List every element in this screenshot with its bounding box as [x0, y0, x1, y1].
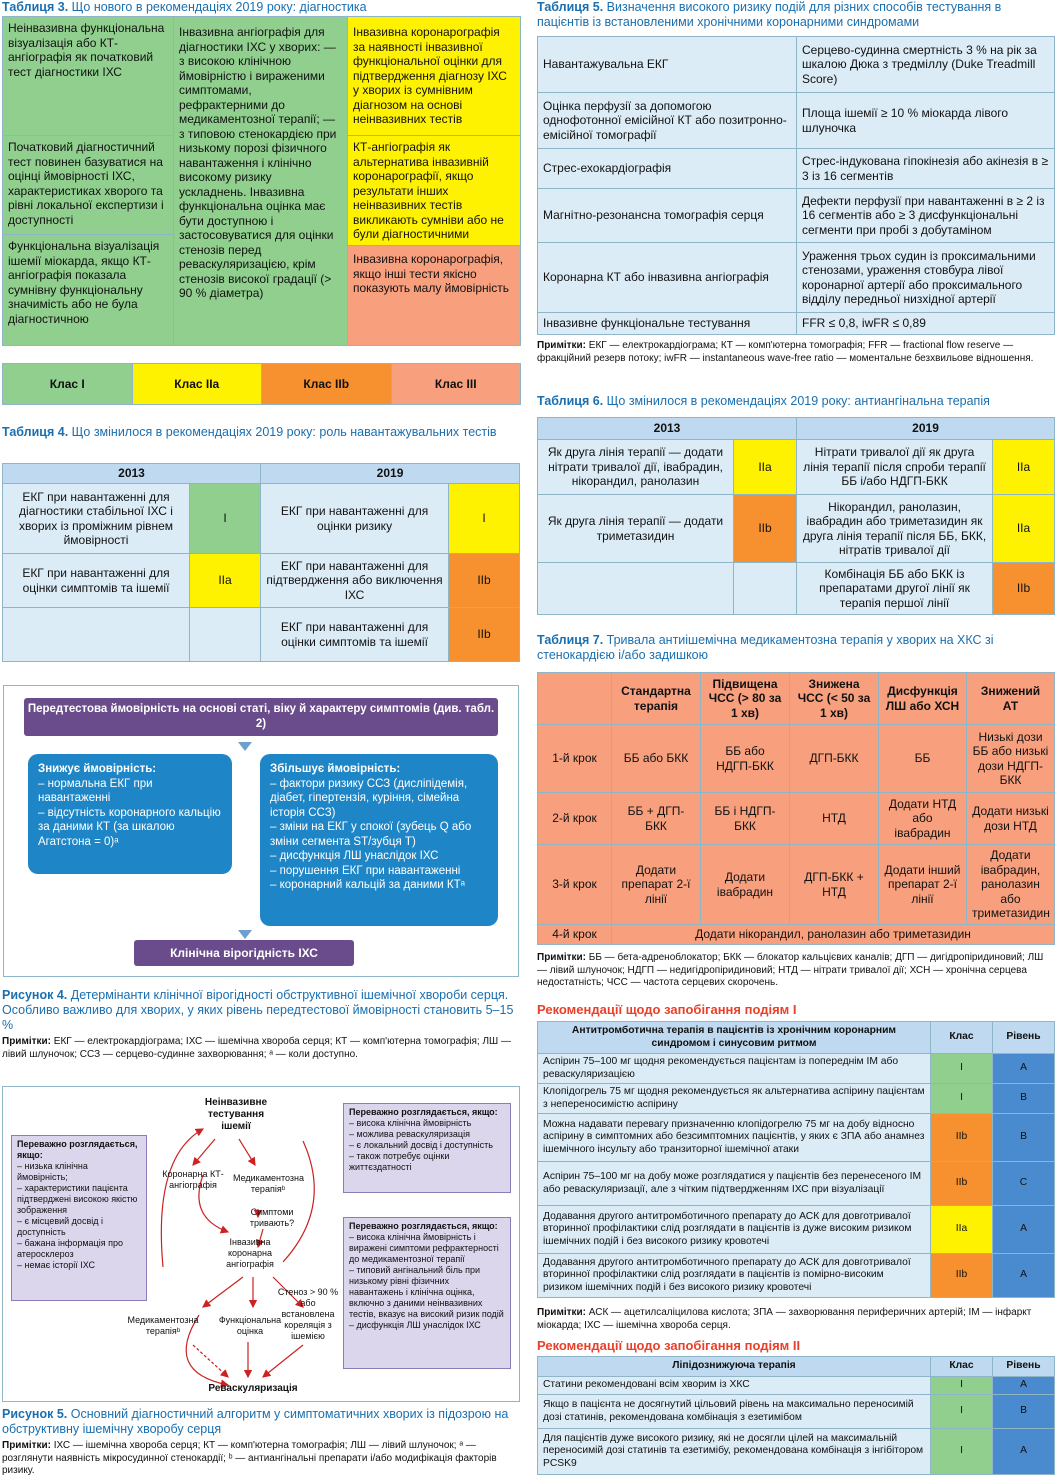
- table6-cell: Комбінація ББ або БКК із препаратами другої лінії як терапія першої лінії: [797, 563, 993, 615]
- rec2-class: I: [931, 1377, 993, 1395]
- box-title: Переважно розглядається, якщо:: [349, 1107, 498, 1117]
- recommendations-i-notes: Примітки: АСК — ацетилсаліцилова кислота; ЗПА — захворювання периферичних артерій; ІМ — інфаркт міокарда; ІХС — ішемічна хвороба серця.: [537, 1307, 1032, 1331]
- table7-cell: ДГП-БКК + НТД: [790, 845, 879, 925]
- table3-cell: Інвазивна коронарографія, якщо інші тести якісно показують малу ймовірність: [348, 246, 520, 345]
- rec1-class: IIb: [931, 1254, 993, 1298]
- box-title: Переважно розглядається, якщо:: [17, 1139, 138, 1160]
- table5-method: Магнітно-резонансна томографія серця: [538, 189, 797, 243]
- table5: [537, 36, 1055, 335]
- table4: [2, 463, 520, 662]
- table5-notes: Примітки: ЕКГ — електрокардіограма; КТ — комп'ютерна томографія; FFR — fractional flow reserve — фракційний резерв потоку; iwFR — instantaneous wave-free ratio — моментальне безхвильове відношення.: [537, 340, 1034, 364]
- table5-criterion: Стрес-індукована гіпокінезія або акінезія в ≥ 3 із 16 сегментів: [797, 149, 1055, 189]
- table7-header: Дисфункція ЛШ або ХСН: [879, 673, 967, 725]
- table4-header-2013: 2013: [3, 464, 261, 484]
- box-item: – є місцевий досвід і доступність: [17, 1216, 103, 1237]
- table3-caption: Таблиця 3. Що нового в рекомендаціях 2019 року: діагностика: [2, 0, 367, 14]
- figure5-caption: Рисунок 5. Основний діагностичний алгоритм у симптоматичних хворих із підозрою на обструктивну ішемічну хворобу серця: [2, 1407, 509, 1436]
- table7-cell: Додати івабрадин: [701, 845, 790, 925]
- node-coronary-cta: Коронарна КТ-ангіографія: [162, 1169, 224, 1190]
- rec2-level: A: [993, 1377, 1055, 1395]
- rec1-level: A: [993, 1254, 1055, 1298]
- table7-cell: ББ або БКК: [612, 725, 701, 793]
- node-medical-therapy: Медикаментозна терапіяᵇ: [233, 1173, 305, 1194]
- table7-header: Стандартна терапія: [612, 673, 701, 725]
- rec1-level: B: [993, 1084, 1055, 1114]
- rec2-text: Статини рекомендовані всім хворим із ХКС: [538, 1377, 931, 1395]
- table5-method: Коронарна КТ або інвазивна ангіографія: [538, 243, 797, 313]
- table7-cell: Низькі дози ББ або низькі дози НДГП-БКК: [967, 725, 1055, 793]
- table4-class: I: [449, 484, 520, 554]
- table3-cell: Функціональна візуалізація ішемії міокарда, якщо КТ-ангіографія показала сумнівну функціональну значимість або не була діагностичною: [3, 235, 174, 345]
- table3-cell: КТ-ангіографія як альтернатива інвазивній коронарографії, якщо результати інших неінвазивних тестів викликають сумніви або не були діагностичними: [348, 136, 520, 246]
- clinical-likelihood-box: Клінічна вірогідність ІХС: [134, 940, 354, 966]
- rec1-class: IIa: [931, 1206, 993, 1254]
- figure5: [2, 1086, 520, 1402]
- legend-class-iii: Клас III: [392, 364, 521, 404]
- table3-cell: Початковий діагностичний тест повинен базуватися на оцінці ймовірності ІХС, характеристиках хворого та рівні локальної експертизи і доступності: [3, 136, 174, 235]
- table6-cell: Нікорандил, ранолазин, івабрадин або триметазидин як друга лінія терапії після ББ, БКК, нітратів тривалої дії: [797, 495, 993, 563]
- rec1-header-class: Клас: [931, 1022, 993, 1054]
- box-item: – висока клінічна ймовірність: [349, 1118, 472, 1128]
- node-medical-therapy-2: Медикаментозна терапіяᵇ: [127, 1315, 199, 1336]
- table7-header: [538, 673, 612, 725]
- table4-class: [190, 608, 261, 662]
- table6-class: IIa: [993, 440, 1055, 495]
- increases-item: – коронарний кальцій за даними КТᵃ: [270, 879, 465, 891]
- decreases-item: – нормальна ЕКГ при навантаженні: [38, 777, 153, 804]
- table6-class: IIa: [734, 440, 797, 495]
- table7-cell: Додати препарат 2-ї лінії: [612, 845, 701, 925]
- table5-criterion: Площа ішемії ≥ 10 % міокарда лівого шлуночка: [797, 93, 1055, 149]
- box-item: – висока клінічна ймовірність і виражені симптоми рефрактерності до медикаментозної терапії: [349, 1232, 499, 1264]
- table7-cell: НТД: [790, 793, 879, 845]
- rec1-text: Додавання другого антитромботичного препарату до АСК для довготривалої вторинної профілактики слід розглядати в пацієнтів із дуже високим ризиком ішемічних подій і без високого ризику кровотечі: [538, 1206, 931, 1254]
- pretest-probability-box: Передтестова ймовірність на основі статі, віку й характеру симптомів (див. табл. 2): [24, 698, 498, 736]
- table7-cell: ББ або НДГП-БКК: [701, 725, 790, 793]
- rec2-header-level: Рівень: [993, 1357, 1055, 1377]
- table6-class: IIa: [993, 495, 1055, 563]
- table7-cell: ДГП-БКК: [790, 725, 879, 793]
- table4-caption: Таблиця 4. Що змінилося в рекомендаціях 2019 року: роль навантажувальних тестів: [2, 425, 497, 439]
- class-legend: [2, 363, 521, 405]
- box-item: – також потребує оцінки життєздатності: [349, 1151, 450, 1172]
- rec1-text: Додавання другого антитромботичного препарату до АСК для довготривалої вторинної профілактики слід розглядати в пацієнтів із помірно-високим ризиком ішемічних подій і без високого ризику кровотечі: [538, 1254, 931, 1298]
- rec1-class: I: [931, 1054, 993, 1084]
- table3: [2, 16, 521, 346]
- table6-class: IIb: [734, 495, 797, 563]
- recommendations-i-table: [537, 1021, 1055, 1298]
- box-item: – бажана інформація про атеросклероз: [17, 1238, 123, 1259]
- node-symptoms-persist: Симптоми тривають?: [249, 1207, 295, 1228]
- table7-cell: ББ + ДГП-БКК: [612, 793, 701, 845]
- rec2-level: A: [993, 1429, 1055, 1475]
- increases-item: – зміни на ЕКГ у спокої (зубець Q або зміни сегмента ST/зубця T): [270, 821, 472, 848]
- table4-class: IIb: [449, 554, 520, 608]
- decreases-title: Знижує ймовірність:: [38, 763, 157, 775]
- table6-cell: [538, 563, 734, 615]
- table7-header: Знижена ЧСС (< 50 за 1 хв): [790, 673, 879, 725]
- table6-class: [734, 563, 797, 615]
- rec1-level: B: [993, 1114, 1055, 1162]
- box-item: – дисфункція ЛШ унаслідок ІХС: [349, 1320, 481, 1330]
- rec1-level: C: [993, 1162, 1055, 1206]
- figure4-caption: Рисунок 4. Детермінанти клінічної вірогідності обструктивної ішемічної хвороби серця. Особливо важливо для хворих, у яких рівень передтестової ймовірності становить 5–15 %: [2, 988, 514, 1032]
- table5-criterion: Серцево-судинна смертність 3 % на рік за шкалою Дюка з тредміллу (Duke Treadmill Score): [797, 37, 1055, 93]
- recommendations-ii-heading: Рекомендації щодо запобігання подіям II: [537, 1338, 801, 1353]
- table7-step: 1-й крок: [538, 725, 612, 793]
- table5-criterion: Дефекти перфузії при навантаженні в ≥ 2 із 16 сегментів або ≥ 3 дисфункціональні сегменти при пробі з добутаміном: [797, 189, 1055, 243]
- figure5-box-invasive: [343, 1217, 511, 1369]
- table4-class: IIa: [190, 554, 261, 608]
- table3-cell: Інвазивна коронарографія за наявності інвазивної функціональної оцінки для підтвердження діагнозу ІХС у хворих із сумнівним діагнозом на основі неінвазивних тестів: [348, 17, 520, 136]
- increases-probability-box: [260, 754, 498, 926]
- box-item: – характеристики пацієнта підтверджені високою якістю зображення: [17, 1183, 138, 1215]
- rec2-class: I: [931, 1395, 993, 1429]
- legend-class-iib: Клас IIb: [262, 364, 392, 404]
- table6-cell: Як друга лінія терапії — додати триметазидин: [538, 495, 734, 563]
- table5-method: Стрес-ехокардіографія: [538, 149, 797, 189]
- legend-class-iia: Клас IIa: [133, 364, 263, 404]
- rec1-class: I: [931, 1084, 993, 1114]
- figure4-notes: Примітки: ЕКГ — електрокардіограма; ІХС — ішемічна хвороба серця; КТ — комп'ютерна томографія; ЛШ — лівий шлуночок; ССЗ — серцево-судинне захворювання; ᵃ — коли доступно.: [2, 1036, 511, 1060]
- table7-cell: ББ: [879, 725, 967, 793]
- figure5-box-noninvasive: [11, 1135, 147, 1301]
- table5-criterion: Ураження трьох судин із проксимальними стенозами, ураження стовбура лівої коронарної артерії або проксимального відділу передньої низхідної артерії: [797, 243, 1055, 313]
- box-item: – типовий ангінальний біль при низькому рівні фізичних навантажень і клінічна оцінка, включно з даними неінвазивних тестів, вказує на високий ризик подій: [349, 1265, 504, 1319]
- table7-cell: Додати низькі дози НТД: [967, 793, 1055, 845]
- table7-notes: Примітки: ББ — бета-адреноблокатор; БКК — блокатор кальцієвих каналів; ДГП — дигідропіридиновий; ЛШ — лівий шлуночок; НДГП — недигідропіридиновий; НТД — нітрати тривалої дії; ХСН — хронічна серцева недостатність; ЧСС — частота серцевих скорочень.: [537, 952, 1044, 988]
- box-item: – немає історії ІХС: [17, 1260, 96, 1270]
- table7-header: Підвищена ЧСС (> 80 за 1 хв): [701, 673, 790, 725]
- table6-cell: Як друга лінія терапії — додати нітрати тривалої дії, івабрадин, нікорандил, ранолазин: [538, 440, 734, 495]
- arrow-down-icon: [238, 742, 252, 751]
- decreases-probability-box: [28, 754, 232, 874]
- rec2-header: Ліпідознижуюча терапія: [538, 1357, 931, 1377]
- table5-criterion: FFR ≤ 0,8, iwFR ≤ 0,89: [797, 313, 1055, 335]
- increases-title: Збільшує ймовірність:: [270, 763, 401, 775]
- rec2-text: Якщо в пацієнта не досягнутий цільовий рівень на максимально переносимій дозі статинів, рекомендована комбінація з езетимібом: [538, 1395, 931, 1429]
- increases-item: – фактори ризику ССЗ (дисліпідемія, діабет, гіпертензія, куріння, сімейна історія ССЗ): [270, 777, 468, 819]
- table4-cell: ЕКГ при навантаженні для діагностики стабільної ІХС і хворих із проміжним рівнем ймовірності: [3, 484, 190, 554]
- rec2-class: I: [931, 1429, 993, 1475]
- table7-cell: ББ і НДГП-БКК: [701, 793, 790, 845]
- rec2-level: B: [993, 1395, 1055, 1429]
- table5-method: Оцінка перфузії за допомогою однофотонної емісійної КТ або позитронно-емісійної томографії: [538, 93, 797, 149]
- table5-method: Навантажувальна ЕКГ: [538, 37, 797, 93]
- box-item: – є локальний досвід і доступність: [349, 1140, 493, 1150]
- table7-cell: Додати нікорандил, ранолазин або триметазидин: [612, 925, 1055, 945]
- table4-class: IIb: [449, 608, 520, 662]
- increases-item: – дисфункція ЛШ унаслідок ІХС: [270, 850, 439, 862]
- table4-class: I: [190, 484, 261, 554]
- table7-header: Знижений АТ: [967, 673, 1055, 725]
- table4-cell: ЕКГ при навантаженні для оцінки ризику: [261, 484, 449, 554]
- rec2-header-class: Клас: [931, 1357, 993, 1377]
- table7-cell: Додати інший препарат 2-ї лінії: [879, 845, 967, 925]
- node-invasive-angiography: Інвазивна коронарна ангіографія: [226, 1237, 274, 1269]
- node-functional-assessment: Функціональна оцінка: [218, 1315, 282, 1336]
- table7-step: 2-й крок: [538, 793, 612, 845]
- table3-cell: Неінвазивна функціональна візуалізація або КТ-ангіографія як початковий тест діагностики ІХС: [3, 17, 174, 136]
- node-revascularization: Реваскуляризація: [208, 1383, 298, 1394]
- recommendations-ii-table: [537, 1356, 1055, 1475]
- box-item: – низька клінічна ймовірність;: [17, 1161, 88, 1182]
- rec1-text: Клопідогрель 75 мг щодня рекомендується як альтернатива аспірину пацієнтам з непереносимістю аспірину: [538, 1084, 931, 1114]
- figure4: [3, 685, 519, 977]
- table5-caption: Таблиця 5. Визначення високого ризику подій для різних способів тестування в пацієнтів із встановленими хронічними коронарними синдромами: [537, 0, 1002, 29]
- rec1-header: Антитромботична терапія в пацієнтів із хронічним коронарним синдромом і синусовим ритмом: [538, 1022, 931, 1054]
- node-noninvasive-testing: Неінвазивне тестування ішемії: [204, 1097, 268, 1132]
- rec2-text: Для пацієнтів дуже високого ризику, які не досягли цілей на максимальній переносимій дозі статинів та езетимібу, рекомендована комбінація з інгібітором PCSK9: [538, 1429, 931, 1475]
- table7: [537, 672, 1055, 945]
- table4-header-2019: 2019: [261, 464, 520, 484]
- table4-cell: [3, 608, 190, 662]
- increases-item: – порушення ЕКГ при навантаженні: [270, 864, 461, 877]
- table6-cell: Нітрати тривалої дії як друга лінія терапії після спроби терапії ББ і/або НДГП-БКК: [797, 440, 993, 495]
- table6-header-2013: 2013: [538, 418, 797, 440]
- rec1-text: Аспірин 75–100 мг щодня рекомендується пацієнтам із попереднім ІМ або реваскуляризацією: [538, 1054, 931, 1084]
- decreases-item: – відсутність коронарного кальцію за даними КТ (за шкалою Агатстона = 0)ᵃ: [38, 806, 221, 848]
- figure5-box-cta: [343, 1103, 511, 1193]
- box-item: – можлива реваскуляризація: [349, 1129, 470, 1139]
- legend-class-i: Клас I: [3, 364, 133, 404]
- table3-cell: Інвазивна ангіографія для діагностики ІХС у хворих: — з високою клінічною ймовірністю і вираженими симптомами, рефрактерними до медикаментозної терапії; — з типовою стенокардією при низькому порозі фізичного навантаження і клінічно високому ризику ускладнень. Інвазивна функціональна оцінка має бути доступною і застосовуватися для оцінки стенозів перед реваскуляризацією, крім стенозів високої градації (> 90 % діаметра): [174, 17, 348, 345]
- table6-class: IIb: [993, 563, 1055, 615]
- table4-cell: ЕКГ при навантаженні для підтвердження або виключення ІХС: [261, 554, 449, 608]
- rec1-level: A: [993, 1206, 1055, 1254]
- rec1-class: IIb: [931, 1114, 993, 1162]
- arrow-down-icon: [238, 930, 252, 939]
- box-title: Переважно розглядається, якщо:: [349, 1221, 498, 1231]
- rec1-level: A: [993, 1054, 1055, 1084]
- table7-step: 3-й крок: [538, 845, 612, 925]
- table7-cell: Додати НТД або івабрадин: [879, 793, 967, 845]
- table6-caption: Таблиця 6. Що змінилося в рекомендаціях 2019 року: антиангінальна терапія: [537, 394, 990, 408]
- rec1-text: Аспірин 75–100 мг на добу може розглядатися у пацієнтів без перенесеного ІМ або реваскуляризації, але з чітким підтвердженням ІХС при візуалізації: [538, 1162, 931, 1206]
- node-stenosis: Стеноз > 90 % або встановлена кореляція з ішемією: [277, 1287, 339, 1341]
- table4-cell: ЕКГ при навантаженні для оцінки симптомів та ішемії: [3, 554, 190, 608]
- table6: [537, 417, 1055, 615]
- rec1-class: IIb: [931, 1162, 993, 1206]
- table7-step: 4-й крок: [538, 925, 612, 945]
- figure5-notes: Примітки: ІХС — ішемічна хвороба серця; КТ — комп'ютерна томографія; ЛШ — лівий шлуночок; ᵃ — розглянути наявність мікросудинної стенокардії; ᵇ — антиангінальні препарати і/або модифікація факторів ризику.: [2, 1440, 497, 1476]
- rec1-text: Можна надавати перевагу призначенню клопідогрелю 75 мг на добу відносно аспірину в симптомних або безсимптомних пацієнтів, у яких є ЗПА або анамнез ішемічного інсульту або транзиторної ішемічної атаки: [538, 1114, 931, 1162]
- table4-cell: ЕКГ при навантаженні для оцінки симптомів та ішемії: [261, 608, 449, 662]
- table7-cell: Додати івабрадин, ранолазин або триметазидин: [967, 845, 1055, 925]
- rec1-header-level: Рівень: [993, 1022, 1055, 1054]
- table5-method: Інвазивне функціональне тестування: [538, 313, 797, 335]
- table7-caption: Таблиця 7. Тривала антиішемічна медикаментозна терапія у хворих на ХКС зі стенокардією і/або задишкою: [537, 633, 994, 662]
- recommendations-i-heading: Рекомендації щодо запобігання подіям I: [537, 1002, 797, 1017]
- table6-header-2019: 2019: [797, 418, 1055, 440]
